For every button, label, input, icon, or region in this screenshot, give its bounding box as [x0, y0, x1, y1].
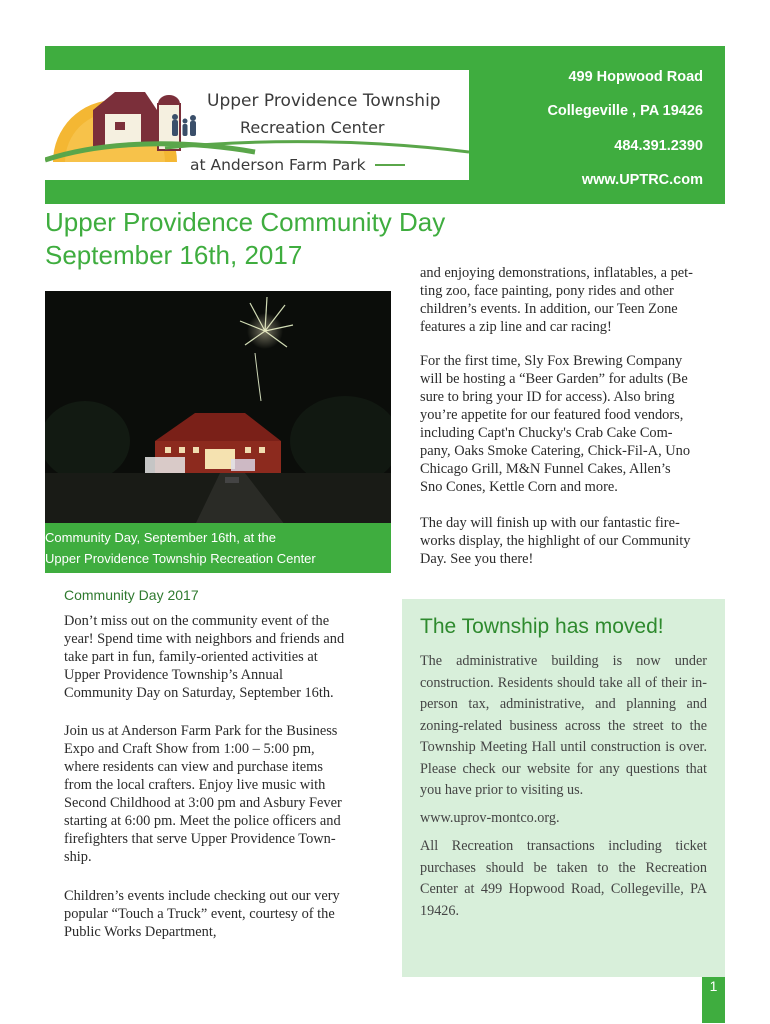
text-line: pany, Oaks Smoke Catering, Chick-Fil-A, Uno	[420, 443, 691, 459]
text-line: take part in fun, family-oriented activities at	[64, 649, 318, 665]
text-line: starting at 6:00 pm. Meet the police officers and	[64, 813, 341, 829]
fireworks-barn-photo	[45, 291, 391, 525]
text-line: features a zip line and car racing!	[420, 319, 612, 335]
text-line: Upper Providence Township’s Annual	[64, 667, 283, 683]
sidebar-title: The Township has moved!	[420, 615, 664, 638]
text-line: Sno Cones, Kettle Corn and more.	[420, 479, 618, 495]
logo-text-township: Upper Providence Township	[207, 91, 441, 111]
page-title-line1: Upper Providence Community Day	[45, 207, 446, 237]
logo-text-rec-center: Recreation Center	[240, 118, 385, 137]
text-line: you’re appetite for our featured food vendors,	[420, 407, 684, 423]
text-line: where residents can view and purchase items	[64, 759, 323, 775]
text-line: ship.	[64, 849, 92, 865]
text-line: year! Spend time with neighbors and friends and	[64, 631, 345, 647]
text-line: and enjoying demonstrations, inflatables, a pet-	[420, 265, 693, 281]
text-line: ting zoo, face painting, pony rides and other	[420, 283, 674, 299]
photo-caption	[45, 523, 391, 573]
fireworks-barn-image	[45, 291, 391, 525]
text-line: Day. See you there!	[420, 551, 534, 567]
text-line: works display, the highlight of our Community	[420, 533, 691, 549]
page-title-line2: September 16th, 2017	[45, 240, 303, 270]
text-line: Expo and Craft Show from 1:00 – 5:00 pm,	[64, 741, 315, 757]
text-line: The day will finish up with our fantastic fire-	[420, 515, 680, 531]
text-line: firefighters that serve Upper Providence Town-	[64, 831, 336, 847]
text-line: sure to bring your ID for access). Also bring	[420, 389, 675, 405]
text-line: including Capt'n Chucky's Crab Cake Com-	[420, 425, 673, 441]
sidebar-paragraph-1: The administrative building is now under construction. Residents should take all of their in-person tax, administrative, and planning and zoning-related business across the street to the Township Meeting Hall until construction is over. Please check our website for any questions that you have prior to visiting us.	[420, 653, 707, 798]
text-line: Public Works Department,	[64, 924, 217, 940]
text-line: children’s events. In addition, our Teen Zone	[420, 301, 678, 317]
text-line: Join us at Anderson Farm Park for the Business	[64, 723, 338, 739]
right-paragraph-1	[420, 264, 693, 336]
phone-number: 484.391.2390	[614, 138, 703, 154]
sidebar-url[interactable]: www.uprov-montco.org.	[420, 810, 560, 826]
section-heading: Community Day 2017	[64, 587, 199, 603]
left-paragraph-2	[64, 722, 342, 866]
address-street: 499 Hopwood Road	[568, 69, 703, 85]
text-line: Chicago Grill, M&N Funnel Cakes, Allen’s	[420, 461, 671, 477]
sidebar-paragraph-2: All Recreation transactions including ticket purchases should be taken to the Recreation Center at 499 Hopwood Road, Collegeville, PA 19426.	[420, 838, 707, 919]
text-line: Don’t miss out on the community event of the	[64, 613, 330, 629]
right-paragraph-3	[420, 514, 690, 568]
text-line: from the local crafters. Enjoy live music with	[64, 777, 326, 793]
text-line: Children’s events include checking out our very	[64, 888, 340, 904]
page-number: 1	[709, 978, 718, 994]
text-line: For the first time, Sly Fox Brewing Company	[420, 353, 683, 369]
photo-caption-line2: Upper Providence Township Recreation Center	[45, 551, 316, 566]
text-line: popular “Touch a Truck” event, courtesy of the	[64, 906, 335, 922]
logo-text-park: at Anderson Farm Park	[190, 156, 366, 174]
text-line: Community Day on Saturday, September 16th.	[64, 685, 334, 701]
right-paragraph-2	[420, 352, 690, 496]
address-city: Collegeville , PA 19426	[547, 103, 703, 119]
website-link[interactable]: www.UPTRC.com	[581, 172, 703, 188]
text-line: will be hosting a “Beer Garden” for adults (Be	[420, 371, 688, 387]
left-paragraph-3	[64, 887, 340, 941]
photo-caption-line1: Community Day, September 16th, at the	[45, 530, 276, 545]
left-paragraph-1	[64, 612, 344, 702]
text-line: Second Childhood at 3:00 pm and Asbury Fever	[64, 795, 342, 811]
